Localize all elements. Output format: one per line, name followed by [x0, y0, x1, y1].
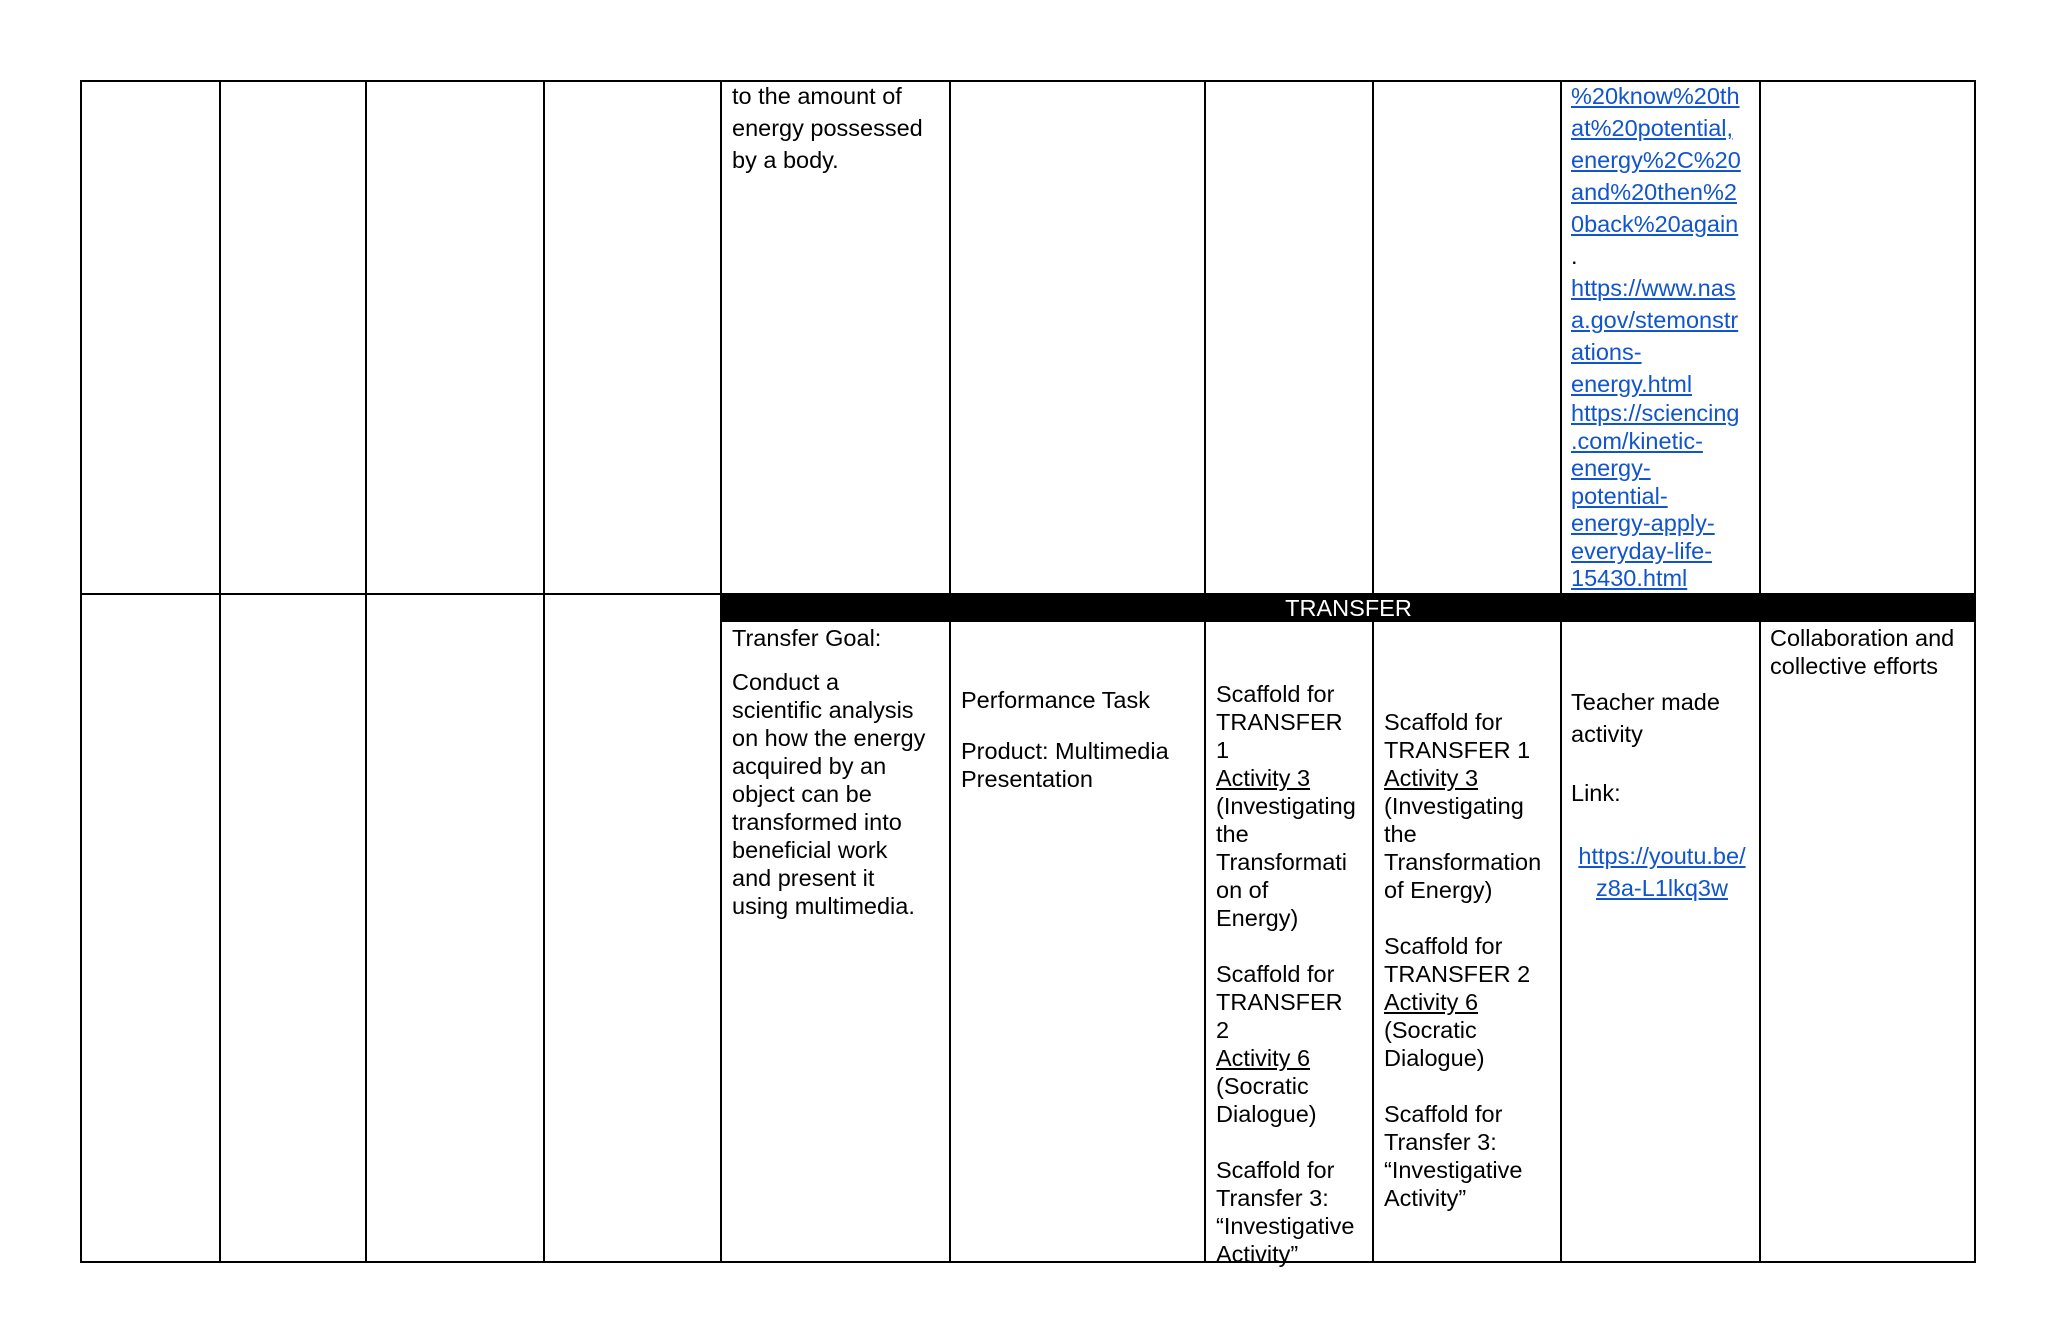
text-line: Dialogue)	[1384, 1045, 1485, 1071]
text-line: Collaboration and	[1770, 625, 1955, 651]
table-border-right	[1974, 80, 1976, 1263]
text-line: using multimedia.	[732, 893, 915, 919]
column-divider	[1759, 80, 1761, 1263]
link-line: potential-	[1571, 482, 1668, 509]
text-line: the	[1384, 821, 1417, 847]
text-line: beneficial work	[732, 837, 888, 863]
text-line: and present it	[732, 865, 875, 891]
link-line: https://youtu.be/	[1578, 843, 1746, 869]
text-line: “Investigative	[1384, 1157, 1523, 1183]
text-line: (Investigating	[1216, 793, 1356, 819]
activity-3-label: Activity 3	[1216, 765, 1311, 791]
link-line: at%20potential,	[1571, 115, 1734, 141]
link-line: everyday-life-	[1571, 537, 1713, 564]
scaffold-cell-a	[1216, 680, 1356, 1268]
text-line: activity	[1571, 721, 1643, 747]
text-line: 1	[1216, 737, 1230, 763]
text-line: Transfer 3:	[1384, 1129, 1497, 1155]
link-line: energy%2C%20	[1571, 147, 1741, 173]
link-label: Link:	[1571, 780, 1621, 806]
assessment-cell	[961, 686, 1169, 793]
performance-task-label: Performance Task	[961, 687, 1150, 713]
text-line: Scaffold for	[1384, 933, 1503, 959]
text-line: Scaffold for	[1384, 709, 1503, 735]
link-line: 0back%20again	[1571, 211, 1739, 237]
link-line: https://www.nas	[1571, 275, 1736, 301]
text-line: (Investigating	[1384, 793, 1524, 819]
column-divider	[365, 80, 367, 1263]
text-line: Transfer 3:	[1216, 1185, 1329, 1211]
text-line: acquired by an	[732, 753, 887, 779]
table-border-left	[80, 80, 82, 1263]
text-line: “Investigative	[1216, 1213, 1355, 1239]
text-line: Dialogue)	[1216, 1101, 1317, 1127]
link-line: energy-apply-	[1571, 510, 1715, 536]
link-line: energy.html	[1571, 371, 1693, 397]
column-divider	[219, 80, 221, 1263]
text-line: Presentation	[961, 766, 1093, 792]
resources-cell	[1571, 686, 1753, 904]
text-line: Energy)	[1216, 905, 1299, 931]
text-line: Scaffold for	[1216, 681, 1335, 707]
column-divider	[1204, 80, 1206, 1263]
link-line: a.gov/stemonstr	[1571, 307, 1739, 333]
text-line: Conduct a	[732, 669, 840, 695]
column-divider	[720, 80, 722, 1263]
text-line: TRANSFER 1	[1384, 737, 1531, 763]
text-line: (Socratic	[1384, 1017, 1477, 1043]
resource-link-sciencing[interactable]	[1571, 400, 1741, 593]
text-line: Product: Multimedia	[961, 738, 1169, 764]
column-divider	[949, 80, 951, 1263]
activity-6-label: Activity 6	[1216, 1045, 1311, 1071]
text-line: Transformation	[1384, 849, 1542, 875]
text-line: scientific analysis	[732, 697, 914, 723]
transfer-goal-cell	[732, 624, 925, 920]
resource-links-cell	[1571, 80, 1741, 593]
link-line: .com/kinetic-	[1571, 427, 1703, 454]
text-line: TRANSFER	[1216, 989, 1343, 1015]
text-line: Scaffold for	[1384, 1101, 1503, 1127]
link-line: and%20then%2	[1571, 179, 1737, 205]
text-line: energy possessed	[732, 115, 923, 141]
table-border-bottom	[80, 1261, 1976, 1263]
text-line: on of	[1216, 877, 1269, 903]
activity-3-label: Activity 3	[1384, 765, 1479, 791]
text-line: of Energy)	[1384, 877, 1493, 903]
column-divider	[1372, 80, 1374, 1263]
text-line: by a body.	[732, 147, 839, 173]
link-line: 15430.html	[1571, 565, 1688, 591]
link-line: energy-	[1571, 455, 1651, 481]
lesson-plan-table	[80, 80, 1976, 1267]
text-line: transformed into	[732, 809, 902, 835]
text-line: TRANSFER	[1216, 709, 1343, 735]
resource-link-url-tail[interactable]	[1571, 80, 1741, 240]
text-line: object can be	[732, 781, 872, 807]
text-line: collective efforts	[1770, 653, 1939, 679]
column-divider	[1560, 80, 1562, 1263]
values-cell	[1770, 624, 1954, 680]
text-line: Scaffold for	[1216, 961, 1335, 987]
link-line: ations-	[1571, 339, 1642, 365]
link-line: %20know%20th	[1571, 83, 1740, 109]
link-line: z8a-L1lkq3w	[1596, 875, 1728, 901]
text-line: to the amount of	[732, 83, 902, 109]
transfer-section-header: TRANSFER	[721, 594, 1976, 622]
text-line: Activity”	[1384, 1185, 1467, 1211]
text-line: Teacher made	[1571, 689, 1720, 715]
text-line: 2	[1216, 1017, 1230, 1043]
text-line: TRANSFER 2	[1384, 961, 1531, 987]
scaffold-cell-b	[1384, 708, 1541, 1212]
resource-link-nasa[interactable]	[1571, 272, 1741, 400]
text-line: Transformati	[1216, 849, 1348, 875]
text-line: on how the energy	[732, 725, 926, 751]
text-line: Scaffold for	[1216, 1157, 1335, 1183]
text-line: (Socratic	[1216, 1073, 1309, 1099]
column-divider	[543, 80, 545, 1263]
transfer-goal-label: Transfer Goal:	[732, 625, 882, 651]
text-line: the	[1216, 821, 1249, 847]
link-period: .	[1571, 243, 1578, 269]
concept-text-cell	[732, 80, 923, 176]
youtube-link[interactable]	[1571, 840, 1753, 904]
activity-6-label: Activity 6	[1384, 989, 1479, 1015]
link-line: https://sciencing	[1571, 400, 1740, 426]
text-line: Activity”	[1216, 1241, 1299, 1267]
